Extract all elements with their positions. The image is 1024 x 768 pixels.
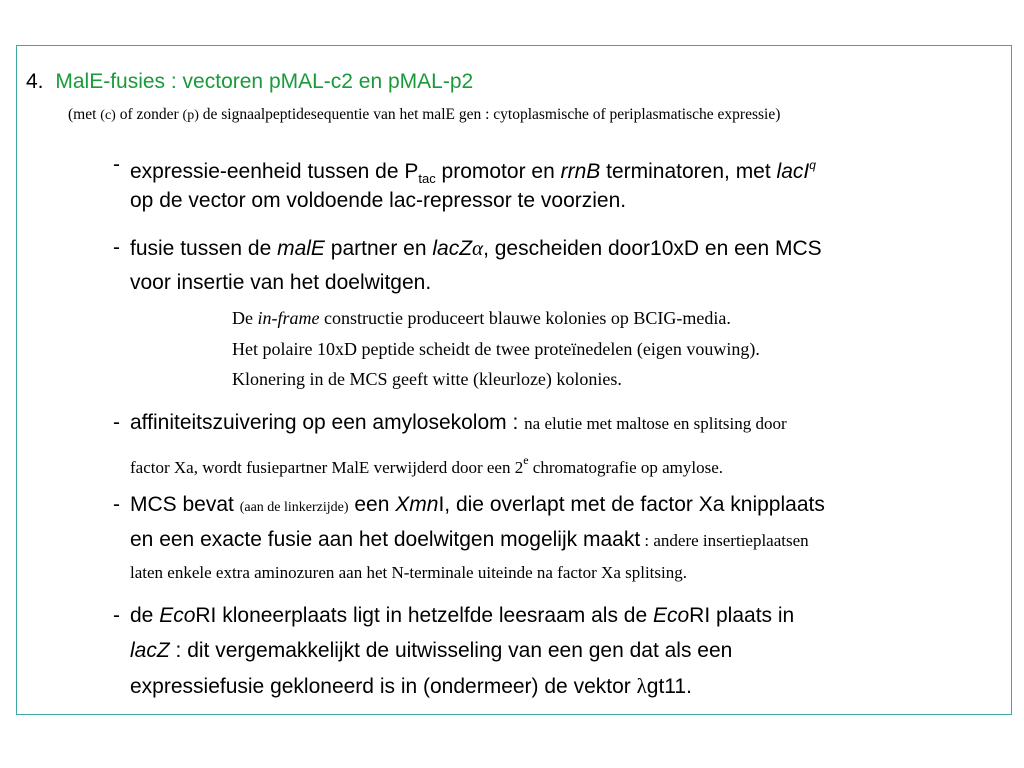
- serif-text: : andere insertieplaatsen: [640, 531, 809, 550]
- text: , gescheiden door10xD en een MCS: [483, 237, 822, 260]
- text: expressiefusie gekloneerd is in (ondermeer) de vektor: [130, 675, 637, 698]
- text: voor insertie van het doelwitgen.: [130, 271, 432, 294]
- slide-subtitle: [68, 106, 780, 124]
- bullet-line: [130, 556, 687, 590]
- bullet-line: [130, 231, 822, 266]
- bullet-line: [130, 669, 692, 704]
- text: factor Xa, wordt fusiepartner MalE verwijderd door een 2: [130, 458, 524, 477]
- serif-text: (aan de linkerzijde): [239, 500, 349, 515]
- text: partner en: [324, 237, 433, 260]
- section-number: 4.: [26, 70, 44, 93]
- subscript: tac: [418, 171, 436, 186]
- bullet-dash: -: [113, 604, 120, 627]
- text: RI kloneerplaats ligt in hetzelfde leesraam als de: [195, 604, 653, 627]
- note-in-frame: [232, 308, 731, 329]
- bullet-line: [130, 184, 626, 218]
- bullet-dash: -: [113, 153, 120, 176]
- italic-text: lacZ: [432, 237, 473, 260]
- italic-text: lacI: [776, 160, 810, 183]
- bullet-line: [130, 523, 809, 558]
- lambda-symbol: λ: [636, 674, 647, 698]
- text: een: [348, 493, 396, 516]
- italic-text: Eco: [159, 604, 196, 627]
- text: gt11.: [646, 675, 692, 698]
- italic-text: malE: [277, 237, 325, 260]
- title-text: MalE-fusies : vectoren pMAL-c2 en pMAL-p2: [55, 70, 474, 93]
- text: expressie-eenheid tussen de P: [130, 160, 419, 183]
- text: op de vector om voldoende lac-repressor te voorzien.: [130, 189, 627, 212]
- bullet-line: [130, 599, 794, 633]
- superscript: q: [809, 158, 816, 172]
- bullet-dash: -: [113, 236, 120, 259]
- bullet-line: [130, 488, 825, 525]
- italic-text: rrnB: [560, 160, 601, 183]
- text: chromatografie op amylose.: [528, 458, 724, 477]
- bullet-line: [130, 406, 787, 441]
- subtitle-part: de signaalpeptidesequentie van het malE gen : cytoplasmische of periplasmatische expressie): [198, 106, 781, 123]
- superscript: e: [523, 453, 529, 467]
- text: en een exacte fusie aan het doelwitgen mogelijk maakt: [130, 528, 641, 551]
- text: constructie produceert blauwe kolonies op BCIG-media.: [319, 308, 731, 328]
- subtitle-p: (p): [182, 108, 199, 123]
- text: terminatoren, met: [600, 160, 777, 183]
- bullet-dash: -: [113, 411, 120, 434]
- slide-title: [26, 70, 473, 94]
- text: laten enkele extra aminozuren aan het N-terminale uiteinde na factor Xa splitsing.: [130, 563, 687, 582]
- text: affiniteitszuivering op een amylosekolom :: [130, 411, 525, 434]
- italic-text: Xmn: [395, 493, 439, 516]
- italic-text: Eco: [652, 604, 690, 627]
- subtitle-part: of zonder: [115, 106, 183, 123]
- subtitle-c: (c): [100, 108, 116, 123]
- alpha-symbol: α: [472, 236, 484, 260]
- bullet-line: [130, 443, 723, 485]
- bullet-line: [130, 266, 431, 300]
- text: fusie tussen de: [130, 237, 278, 260]
- bullet-line: [130, 634, 732, 668]
- italic-text: lacZ: [130, 639, 170, 662]
- text: de: [130, 604, 160, 627]
- text: I, die overlapt met de factor Xa knipplaats: [438, 493, 825, 516]
- bullet-dash: -: [113, 493, 120, 516]
- text: MCS bevat: [130, 493, 240, 516]
- serif-text: na elutie met maltose en splitsing door: [524, 414, 787, 433]
- text: De: [232, 308, 258, 328]
- text: promotor en: [435, 160, 561, 183]
- note-polar-peptide: Het polaire 10xD peptide scheidt de twee proteïnedelen (eigen vouwing).: [232, 339, 760, 359]
- italic-text: in-frame: [257, 308, 320, 328]
- text: : dit vergemakkelijkt de uitwisseling van een gen dat als een: [169, 639, 733, 662]
- text: RI plaats in: [689, 604, 795, 627]
- note-mcs-cloning: Klonering in de MCS geeft witte (kleurloze) kolonies.: [232, 369, 622, 389]
- subtitle-part: (met: [68, 106, 101, 123]
